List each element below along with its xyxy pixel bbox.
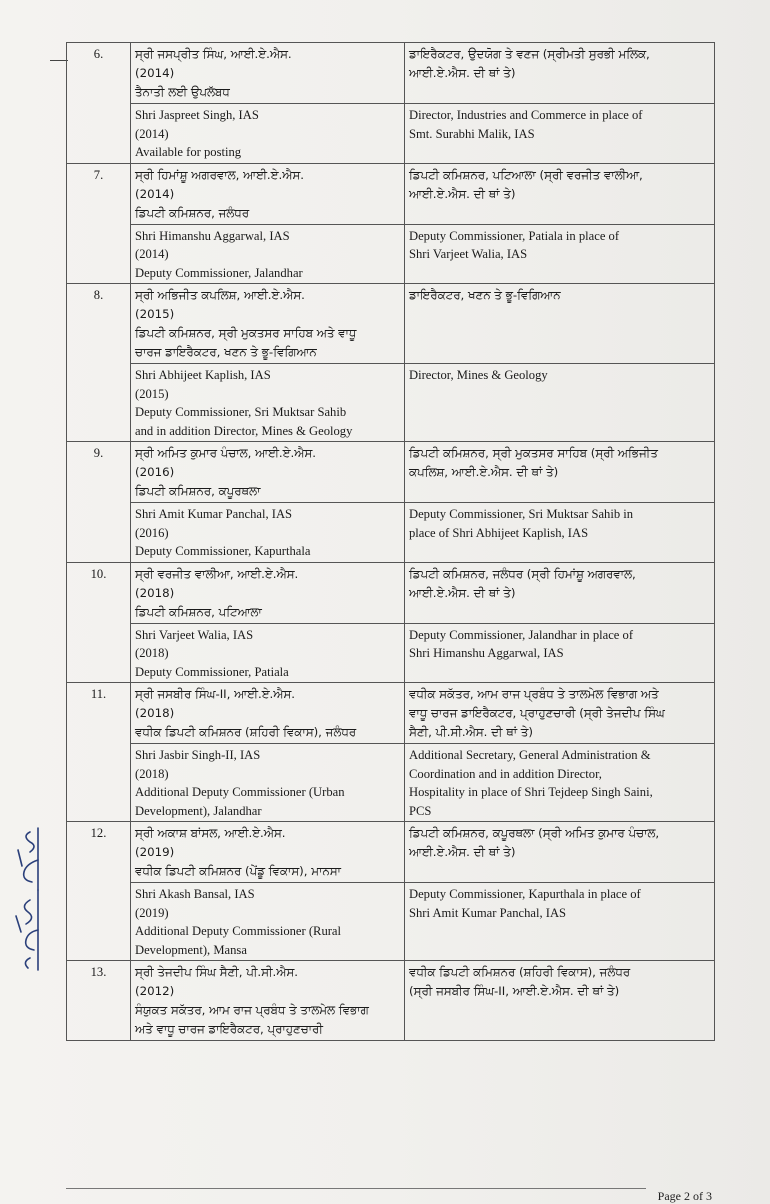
cell-line: ਸ੍ਰੀ ਵਰਜੀਤ ਵਾਲੀਆ, ਆਈ.ਏ.ਐਸ. (135, 566, 299, 581)
posting-punjabi (405, 822, 715, 883)
posting-english (405, 104, 715, 164)
serial-number: 12. (67, 822, 131, 961)
table-row (67, 562, 715, 623)
cell-line: (2019) (135, 845, 175, 859)
table-row (67, 284, 715, 364)
cell-line: ਤੈਨਾਤੀ ਲਈ ਉਪਲੱਬਧ (135, 85, 230, 99)
serial-number: 11. (67, 683, 131, 822)
cell-line: ਵਧੀਕ ਡਿਪਟੀ ਕਮਿਸ਼ਨਰ (ਸ਼ਹਿਰੀ ਵਿਕਾਸ), ਜਲੰਧਰ (135, 725, 357, 739)
cell-line: (2018) (135, 585, 175, 600)
cell-line: Director, Mines & Geology (409, 368, 548, 382)
serial-number: 8. (67, 284, 131, 442)
cell-line: Shri Amit Kumar Panchal, IAS (135, 507, 293, 521)
officer-english (131, 883, 405, 961)
posting-english (405, 503, 715, 563)
table-row (67, 503, 715, 563)
cell-line: ਆਈ.ਏ.ਐਸ. ਦੀ ਥਾਂ ਤੇ) (409, 186, 516, 201)
cell-line: (2012) (135, 984, 175, 998)
cell-line: ਵਧੀਕ ਡਿਪਟੀ ਕਮਿਸ਼ਨਰ (ਸ਼ਹਿਰੀ ਵਿਕਾਸ), ਜਲੰਧਰ (409, 965, 631, 979)
cell-line: Coordination and in addition Director, (409, 766, 602, 781)
table-row (67, 683, 715, 744)
table-row (67, 364, 715, 442)
serial-number: 9. (67, 442, 131, 563)
cell-line: (2016) (135, 465, 175, 479)
cell-line: Additional Deputy Commissioner (Urban (135, 785, 345, 799)
posting-punjabi (405, 43, 715, 104)
table-row (67, 961, 715, 1041)
posting-punjabi (405, 961, 715, 1041)
table-row (67, 822, 715, 883)
cell-line: Shri Jaspreet Singh, IAS (135, 108, 259, 122)
cell-line: (2015) (135, 307, 175, 321)
cell-line: ਡਿਪਟੀ ਕਮਿਸ਼ਨਰ, ਪਟਿਆਲਾ (ਸ੍ਰੀ ਵਰਜੀਤ ਵਾਲੀਆ, (409, 167, 643, 182)
cell-line: Deputy Commissioner, Patiala (135, 664, 289, 679)
officer-punjabi (131, 442, 405, 503)
cell-line: Deputy Commissioner, Kapurthala (135, 544, 311, 558)
cell-line: Deputy Commissioner, Jalandhar (135, 265, 303, 280)
cell-line: ਵਾਧੂ ਚਾਰਜ ਡਾਇਰੈਕਟਰ, ਪ੍ਰਾਹੁਣਚਾਰੀ (ਸ੍ਰੀ ਤੇਜਦੀਪ ਸਿੰਘ (409, 706, 665, 720)
cell-line: Shri Himanshu Aggarwal, IAS (409, 646, 564, 660)
cell-line: place of Shri Abhijeet Kaplish, IAS (409, 525, 589, 540)
cell-line: Additional Secretary, General Administration & (409, 748, 651, 762)
officer-english (131, 503, 405, 563)
cell-line: (2014) (135, 186, 175, 201)
cell-line: Director, Industries and Commerce in place of (409, 108, 643, 122)
cell-line: ਸ੍ਰੀ ਹਿਮਾਂਸ਼ੂ ਅਗਰਵਾਲ, ਆਈ.ਏ.ਐਸ. (135, 167, 304, 182)
cell-line: ਵਧੀਕ ਡਿਪਟੀ ਕਮਿਸ਼ਨਰ (ਪੇਂਡੂ ਵਿਕਾਸ), ਮਾਨਸਾ (135, 864, 341, 878)
cell-line: Available for posting (135, 145, 242, 159)
cell-line: ਸ੍ਰੀ ਜਸਬੀਰ ਸਿੰਘ-II, ਆਈ.ਏ.ਐਸ. (135, 687, 295, 701)
table-row (67, 104, 715, 164)
cell-line: Shri Jasbir Singh-II, IAS (135, 748, 261, 762)
cell-line: ਕਪਲਿਸ਼, ਆਈ.ਏ.ਐਸ. ਦੀ ਥਾਂ ਤੇ) (409, 465, 559, 479)
cell-line: (2014) (135, 247, 169, 261)
serial-number: 10. (67, 562, 131, 683)
cell-line: ਸ੍ਰੀ ਅਕਾਸ਼ ਬਾਂਸਲ, ਆਈ.ਏ.ਐਸ. (135, 826, 286, 840)
posting-english (405, 623, 715, 683)
cell-line: PCS (409, 803, 432, 818)
posting-english (405, 883, 715, 961)
cell-line: ਡਿਪਟੀ ਕਮਿਸ਼ਨਰ, ਕਪੂਰਥਲਾ (ਸ੍ਰੀ ਅਮਿਤ ਕੁਮਾਰ ਪੰਚਾਲ, (409, 826, 660, 840)
officer-english (131, 224, 405, 284)
officer-english (131, 104, 405, 164)
cell-line: ਵਧੀਕ ਸਕੱਤਰ, ਆਮ ਰਾਜ ਪ੍ਰਬੰਧ ਤੇ ਤਾਲਮੇਲ ਵਿਭਾਗ ਅਤੇ (409, 687, 659, 701)
officer-english (131, 744, 405, 822)
cell-line: ਆਈ.ਏ.ਐਸ. ਦੀ ਥਾਂ ਤੇ) (409, 845, 516, 859)
cell-line: Hospitality in place of Shri Tejdeep Singh Saini, (409, 785, 653, 799)
cell-line: ਆਈ.ਏ.ਐਸ. ਦੀ ਥਾਂ ਤੇ) (409, 585, 516, 600)
cell-line: ਡਿਪਟੀ ਕਮਿਸ਼ਨਰ, ਸ੍ਰੀ ਮੁਕਤਸਰ ਸਾਹਿਬ ਅਤੇ ਵਾਧੂ (135, 326, 357, 340)
posting-english (405, 364, 715, 442)
officer-punjabi (131, 683, 405, 744)
cell-line: ਡਿਪਟੀ ਕਮਿਸ਼ਨਰ, ਜਲੰਧਰ (135, 205, 250, 220)
signature-scribble-icon (8, 820, 48, 980)
cell-line: ਡਿਪਟੀ ਕਮਿਸ਼ਨਰ, ਜਲੰਧਰ (ਸ੍ਰੀ ਹਿਮਾਂਸ਼ੂ ਅਗਰਵਾਲ, (409, 566, 636, 581)
table-row (67, 623, 715, 683)
cell-line: (2014) (135, 126, 169, 141)
cell-line: ਅਤੇ ਵਾਧੂ ਚਾਰਜ ਡਾਇਰੈਕਟਰ, ਪ੍ਰਾਹੁਣਚਾਰੀ (135, 1022, 323, 1036)
cell-line: Deputy Commissioner, Patiala in place of (409, 228, 620, 243)
handwritten-signature (8, 820, 48, 980)
table-row (67, 163, 715, 224)
officer-english (131, 623, 405, 683)
posting-punjabi (405, 562, 715, 623)
posting-punjabi (405, 683, 715, 744)
posting-punjabi (405, 163, 715, 224)
cell-line: Shri Akash Bansal, IAS (135, 887, 255, 901)
cell-line: (2015) (135, 386, 169, 401)
cell-line: Shri Amit Kumar Panchal, IAS (409, 905, 567, 920)
cell-line: Shri Varjeet Walia, IAS (409, 247, 528, 261)
table-row (67, 442, 715, 503)
cell-line: Deputy Commissioner, Sri Muktsar Sahib in (409, 507, 634, 521)
table-row (67, 744, 715, 822)
officer-punjabi (131, 43, 405, 104)
cell-line: ਡਾਇਰੈਕਟਰ, ਉਦਯੋਗ ਤੇ ਵਣਜ (ਸ੍ਰੀਮਤੀ ਸੁਰਭੀ ਮਲਿਕ, (409, 47, 650, 61)
cell-line: Smt. Surabhi Malik, IAS (409, 126, 535, 141)
officer-punjabi (131, 284, 405, 364)
table-row (67, 43, 715, 104)
posting-punjabi (405, 284, 715, 364)
cell-line: (2018) (135, 766, 169, 781)
cell-line: Deputy Commissioner, Kapurthala in place of (409, 887, 641, 901)
officer-punjabi (131, 822, 405, 883)
cell-line: ਸੈਣੀ, ਪੀ.ਸੀ.ਐਸ. ਦੀ ਥਾਂ ਤੇ) (409, 725, 533, 739)
cell-line: Deputy Commissioner, Jalandhar in place of (409, 627, 634, 642)
cell-line: and in addition Director, Mines & Geology (135, 423, 353, 438)
cell-line: (2018) (135, 706, 175, 720)
cell-line: (2019) (135, 905, 169, 920)
cell-line: (2016) (135, 525, 169, 540)
footer-rule (66, 1188, 646, 1189)
cell-line: Shri Himanshu Aggarwal, IAS (135, 228, 290, 243)
serial-number: 13. (67, 961, 131, 1041)
posting-punjabi (405, 442, 715, 503)
cell-line: (2014) (135, 66, 175, 80)
serial-number: 6. (67, 43, 131, 164)
cell-line: Deputy Commissioner, Sri Muktsar Sahib (135, 405, 347, 419)
cell-line: ਆਈ.ਏ.ਐਸ. ਦੀ ਥਾਂ ਤੇ) (409, 66, 516, 80)
cell-line: (2018) (135, 646, 169, 660)
posting-english (405, 744, 715, 822)
table-row (67, 224, 715, 284)
cell-line: Additional Deputy Commissioner (Rural (135, 924, 342, 938)
officer-punjabi (131, 961, 405, 1041)
cell-line: (ਸ੍ਰੀ ਜਸਬੀਰ ਸਿੰਘ-II, ਆਈ.ਏ.ਐਸ. ਦੀ ਥਾਂ ਤੇ) (409, 984, 620, 998)
cell-line: ਡਾਇਰੈਕਟਰ, ਖਣਨ ਤੇ ਭੂ-ਵਿਗਿਆਨ (409, 288, 561, 302)
cell-line: Development), Mansa (135, 942, 247, 957)
officer-punjabi (131, 163, 405, 224)
cell-line: ਚਾਰਜ ਡਾਇਰੈਕਟਰ, ਖਣਨ ਤੇ ਭੂ-ਵਿਗਿਆਨ (135, 345, 317, 359)
posting-orders-table (66, 42, 715, 1041)
posting-english (405, 224, 715, 284)
cell-line: ਸ੍ਰੀ ਅਮਿਤ ਕੁਮਾਰ ਪੰਚਾਲ, ਆਈ.ਏ.ਐਸ. (135, 446, 316, 460)
table-row (67, 883, 715, 961)
cell-line: ਸ੍ਰੀ ਜਸਪ੍ਰੀਤ ਸਿੰਘ, ਆਈ.ਏ.ਐਸ. (135, 47, 292, 61)
cell-line: ਡਿਪਟੀ ਕਮਿਸ਼ਨਰ, ਕਪੂਰਥਲਾ (135, 484, 261, 498)
cell-line: Shri Abhijeet Kaplish, IAS (135, 368, 271, 382)
serial-number: 7. (67, 163, 131, 284)
cell-line: ਸੰਯੁਕਤ ਸਕੱਤਰ, ਆਮ ਰਾਜ ਪ੍ਰਬੰਧ ਤੇ ਤਾਲਮੇਲ ਵਿਭਾਗ (135, 1003, 369, 1017)
officer-punjabi (131, 562, 405, 623)
cell-line: ਸ੍ਰੀ ਤੇਜਦੀਪ ਸਿੰਘ ਸੈਣੀ, ਪੀ.ਸੀ.ਐਸ. (135, 965, 298, 979)
page-number: Page 2 of 3 (657, 1189, 712, 1203)
cell-line: ਡਿਪਟੀ ਕਮਿਸ਼ਨਰ, ਸ੍ਰੀ ਮੁਕਤਸਰ ਸਾਹਿਬ (ਸ੍ਰੀ ਅਭਿਜੀਤ (409, 446, 658, 460)
cell-line: ਡਿਪਟੀ ਕਮਿਸ਼ਨਰ, ਪਟਿਆਲਾ (135, 604, 262, 619)
officer-english (131, 364, 405, 442)
cell-line: ਸ੍ਰੀ ਅਭਿਜੀਤ ਕਪਲਿਸ਼, ਆਈ.ਏ.ਐਸ. (135, 288, 305, 302)
cell-line: Shri Varjeet Walia, IAS (135, 627, 254, 642)
cell-line: Development), Jalandhar (135, 803, 262, 818)
